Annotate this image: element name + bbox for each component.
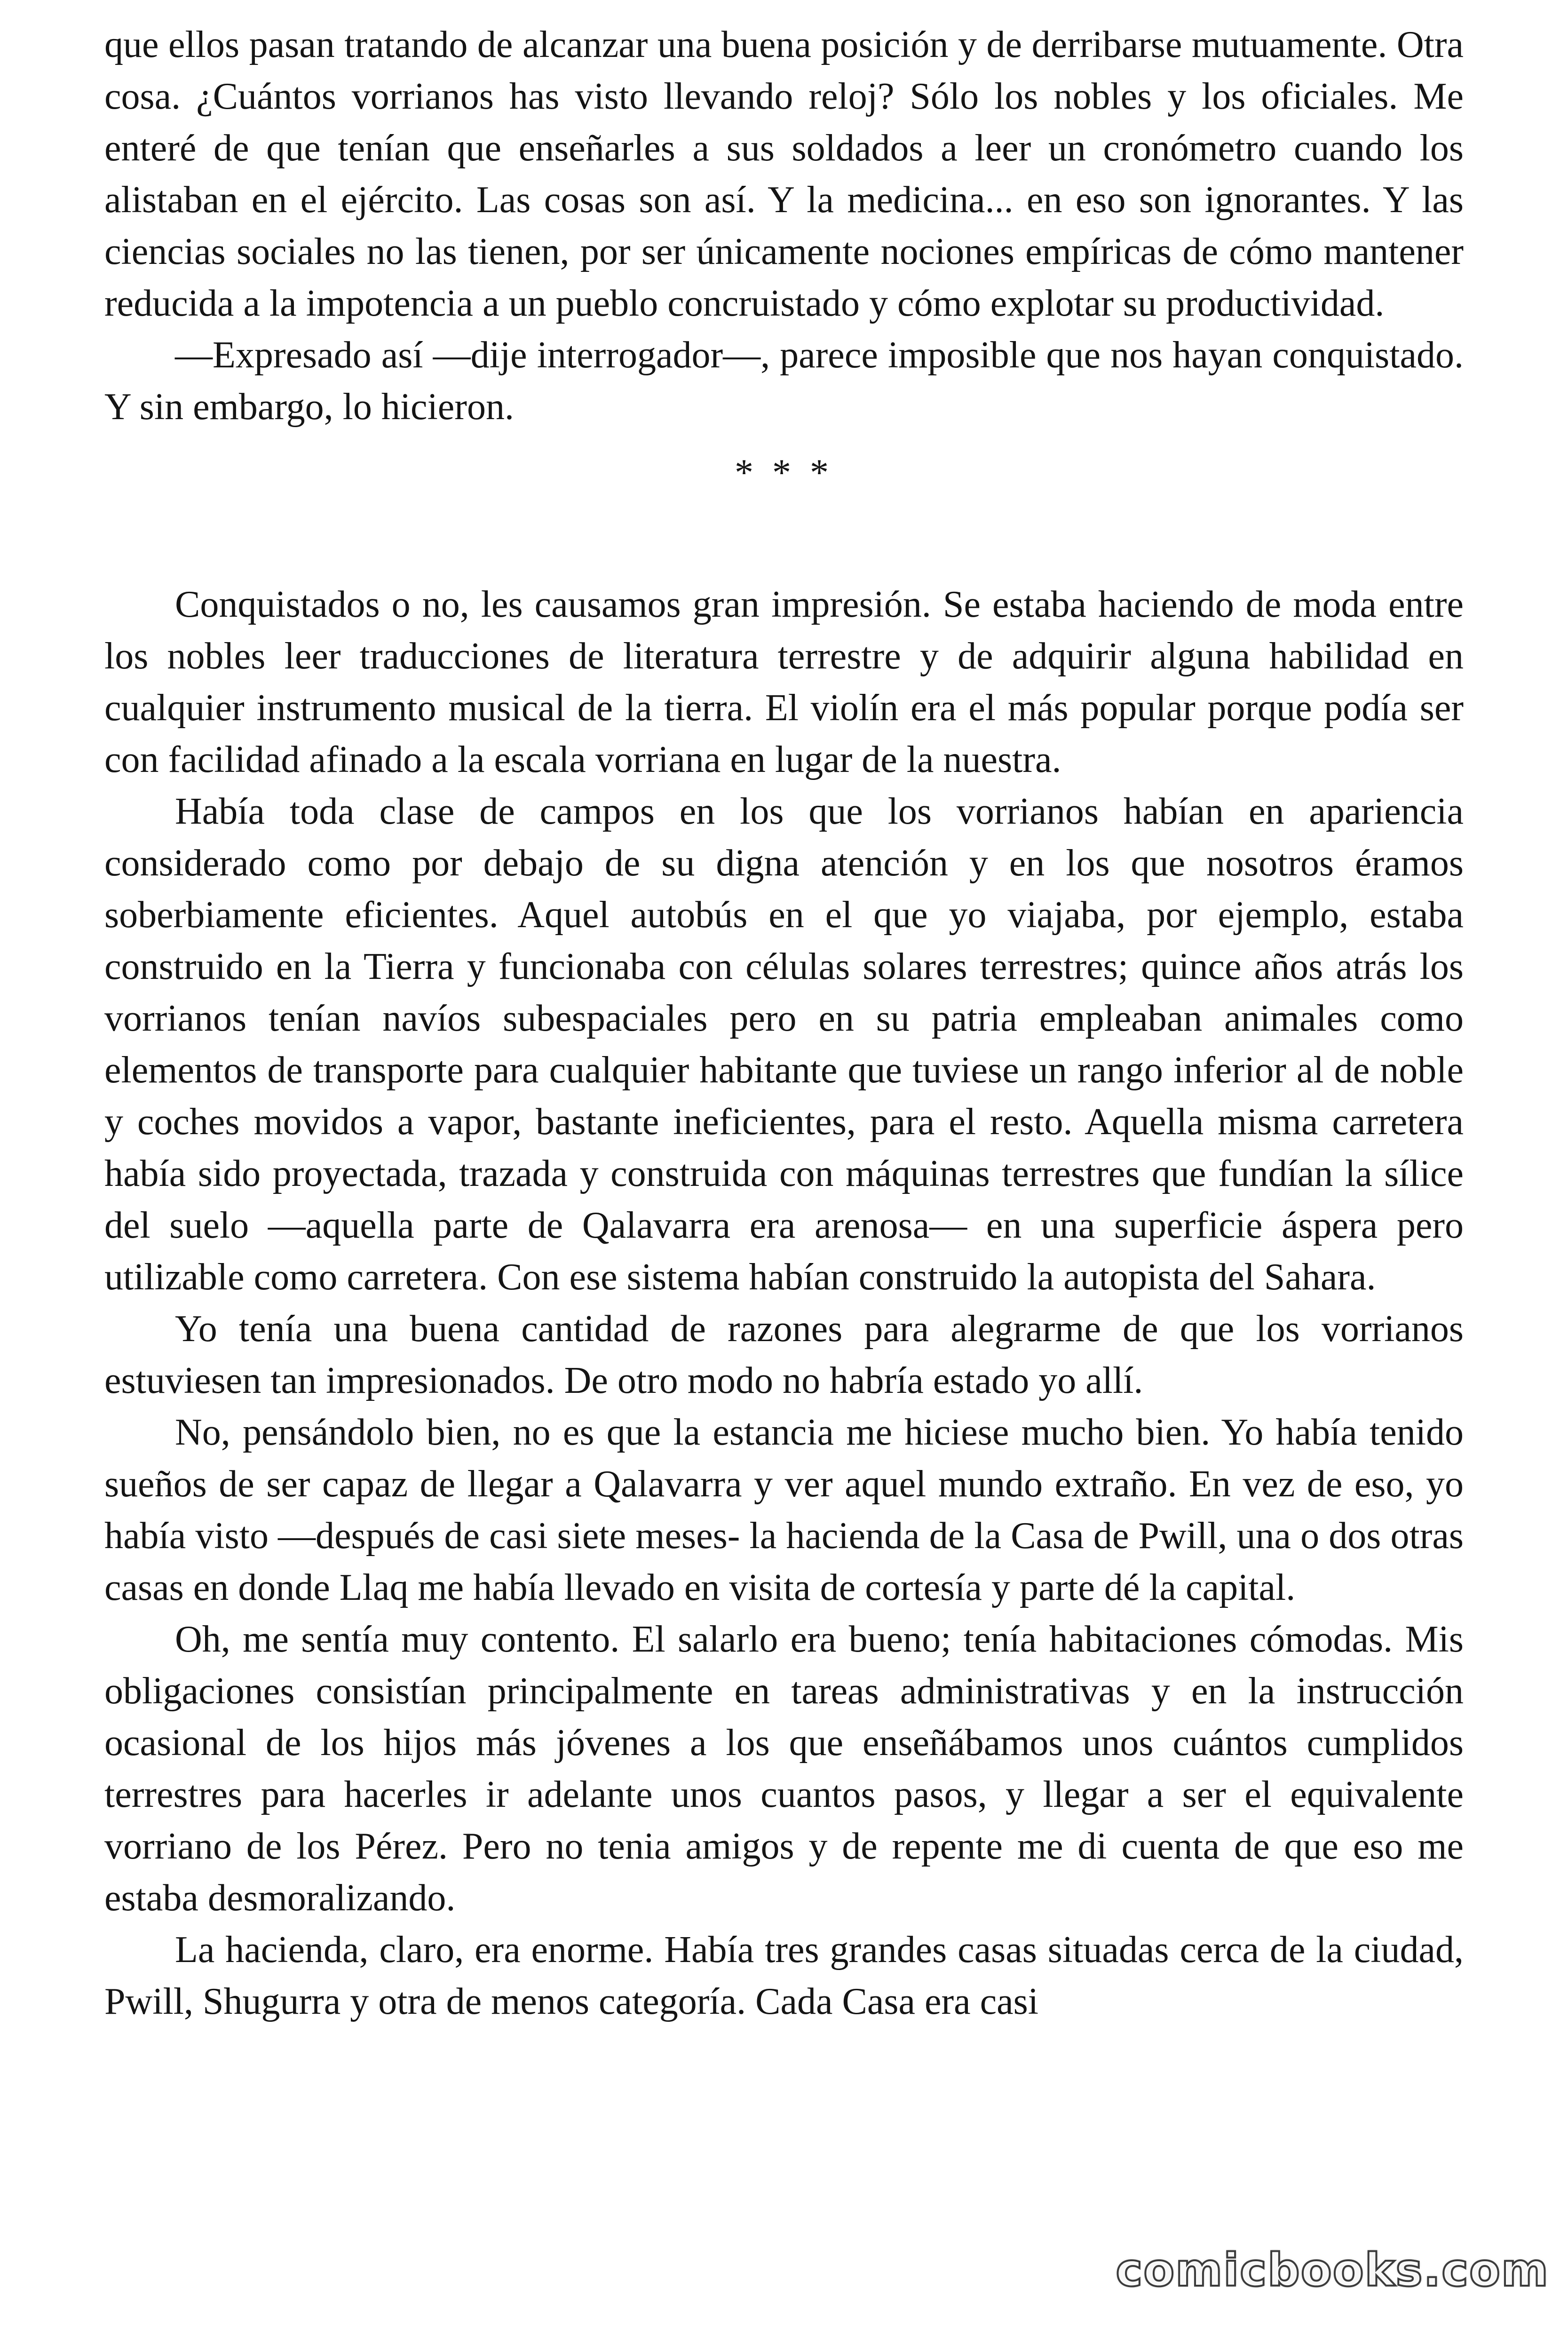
paragraph: Oh, me sentía muy contento. El salarlo era bueno; tenía habitaciones cómodas. Mis obligaciones consistían principalmente en tareas administrativas y en la instrucción ocasional de los hijos más jóvenes a los que enseñábamos unos cuántos cumplidos terrestres para hacerles ir adelante unos cuantos pasos, y llegar a ser el equivalente vorriano de los Pérez. Pero no tenia amigos y de repente me di cuenta de que eso me estaba desmoralizando. xyxy=(104,1619,1464,1919)
paragraph: Había toda clase de campos en los que los vorrianos habían en apariencia considerado como por debajo de su digna atención y en los que nosotros éramos soberbiamente eficientes. Aquel autobús en el que yo viajaba, por ejemplo, estaba construido en la Tierra y funcionaba con células solares terrestres; quince años atrás los vorrianos tenían navíos subespaciales pero en su patria empleaban animales como elementos de transporte para cualquier habitante que tuviese un rango inferior al de noble y coches movidos a vapor, bastante ineficientes, para el resto. Aquella misma carretera había sido proyectada, trazada y construida con máquinas terrestres que fundían la sílice del suelo —aquella parte de Qalavarra era arenosa— en una superficie áspera pero utilizable como carretera. Con ese sistema habían construido la autopista del Sahara. xyxy=(104,791,1464,1298)
book-page xyxy=(104,19,1464,2027)
paragraph: No, pensándolo bien, no es que la estancia me hiciese mucho bien. Yo había tenido sueños de ser capaz de llegar a Qalavarra y ver aquel mundo extraño. En vez de eso, yo había visto —después de casi siete meses- la hacienda de la Casa de Pwill, una o dos otras casas en donde Llaq me había llevado en visita de cortesía y parte dé la capital. xyxy=(104,1412,1464,1608)
paragraph: Conquistados o no, les causamos gran impresión. Se estaba haciendo de moda entre los nobles leer traducciones de literatura terrestre y de adquirir alguna habilidad en cualquier instrumento musical de la tierra. El violín era el más popular porque podía ser con facilidad afinado a la escala vorriana en lugar de la nuestra. xyxy=(104,584,1464,780)
paragraph-continued: que ellos pasan tratando de alcanzar una buena posición y de derribarse mutuamente. Otra cosa. ¿Cuántos vorrianos has visto llevando reloj? Sólo los nobles y los oficiales. Me enteré de que tenían que enseñarles a sus soldados a leer un cronómetro cuando los alistaban en el ejército. Las cosas son así. Y la medicina... en eso son ignorantes. Y las ciencias sociales no las tienen, por ser únicamente nociones empíricas de cómo mantener reducida a la impotencia a un pueblo concruistado y cómo explotar su productividad. xyxy=(104,24,1464,324)
paragraph: Yo tenía una buena cantidad de razones para alegrarme de que los vorrianos estuviesen tan impresionados. De otro modo no habría estado yo allí. xyxy=(104,1308,1464,1401)
watermark: comicbooks.com xyxy=(1116,2244,1549,2296)
paragraph-dialogue: —Expresado así —dije interrogador—, parece imposible que nos hayan conquistado. Y sin embargo, lo hicieron. xyxy=(104,334,1464,428)
paragraph: La hacienda, claro, era enorme. Había tres grandes casas situadas cerca de la ciudad, Pwill, Shugurra y otra de menos categoría. Cada Casa era casi xyxy=(104,1929,1464,2022)
section-separator: * * * xyxy=(735,452,833,493)
